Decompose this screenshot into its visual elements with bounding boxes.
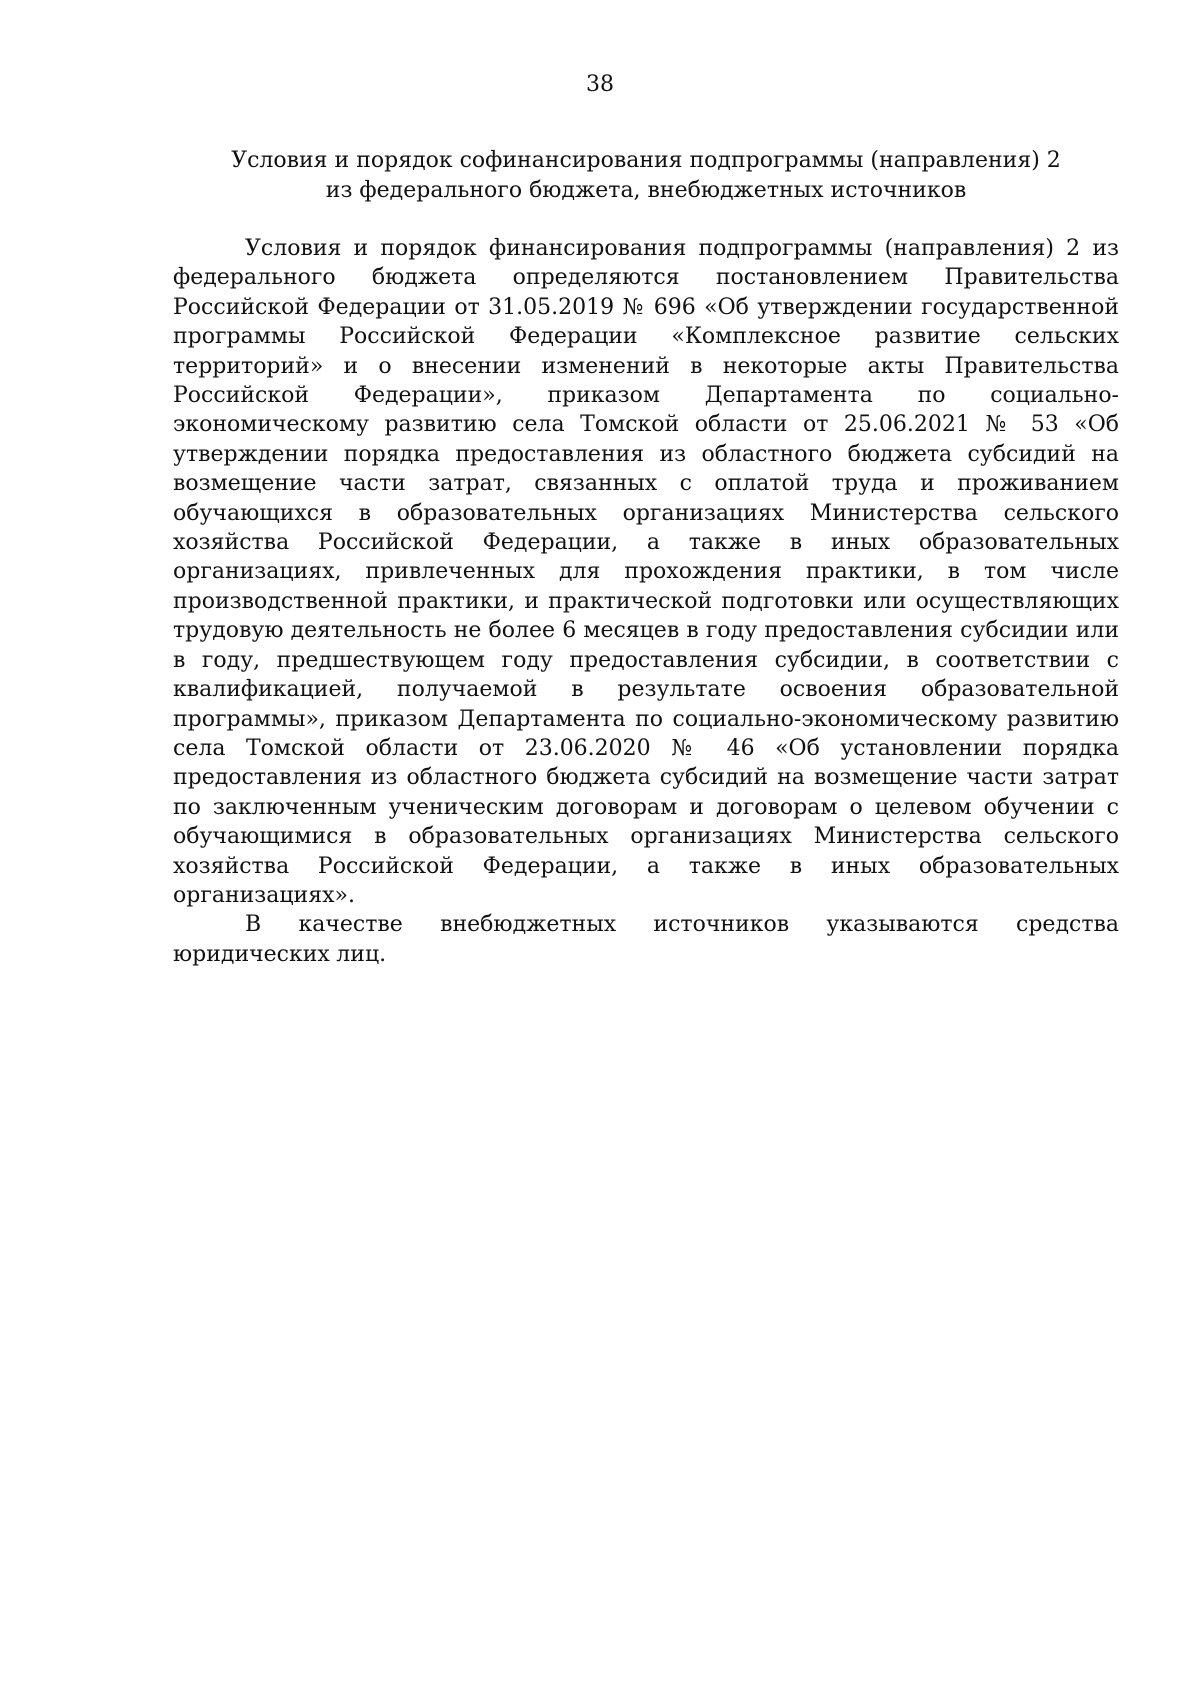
page-number: 38: [586, 72, 614, 97]
section-heading-line-1: Условия и порядок софинансирования подпрограммы (направления) 2: [231, 148, 1061, 173]
section-heading: [173, 146, 1119, 206]
paragraph-financing-conditions: Условия и порядок финансирования подпрограммы (направления) 2 из федерального бюджета определяются постановлением Правительства Российской Федерации от 31.05.2019 № 696 «Об утверждении государственной программы Российской Федерации «Комплексное развитие сельских территорий» и о внесении изменений в некоторые акты Правительства Российской Федерации», приказом Департамента по социально-экономическому развитию села Томской области от 25.06.2021 № 53 «Об утверждении порядка предоставления из областного бюджета субсидий на возмещение части затрат, связанных с оплатой труда и проживанием обучающихся в образовательных организациях Министерства сельского хозяйства Российской Федерации, а также в иных образовательных организациях, привлеченных для прохождения практики, в том числе производственной практики, и практической подготовки или осуществляющих трудовую деятельность не более 6 месяцев в году предоставления субсидии или в году, предшествующем году предоставления субсидии, в соответствии с квалификацией, получаемой в результате освоения образовательной программы», приказом Департамента по социально-экономическому развитию села Томской области от 23.06.2020 № 46 «Об установлении порядка предоставления из областного бюджета субсидий на возмещение части затрат по заключенным ученическим договорам и договорам о целевом обучении с обучающимися в образовательных организациях Министерства сельского хозяйства Российской Федерации, а также в иных образовательных организациях».: [173, 236, 1119, 908]
body-text: [173, 234, 1119, 969]
section-heading-line-2: из федерального бюджета, внебюджетных источников: [325, 178, 967, 203]
paragraph-extrabudgetary-sources: В качестве внебюджетных источников указываются средства юридических лиц.: [173, 912, 1119, 967]
